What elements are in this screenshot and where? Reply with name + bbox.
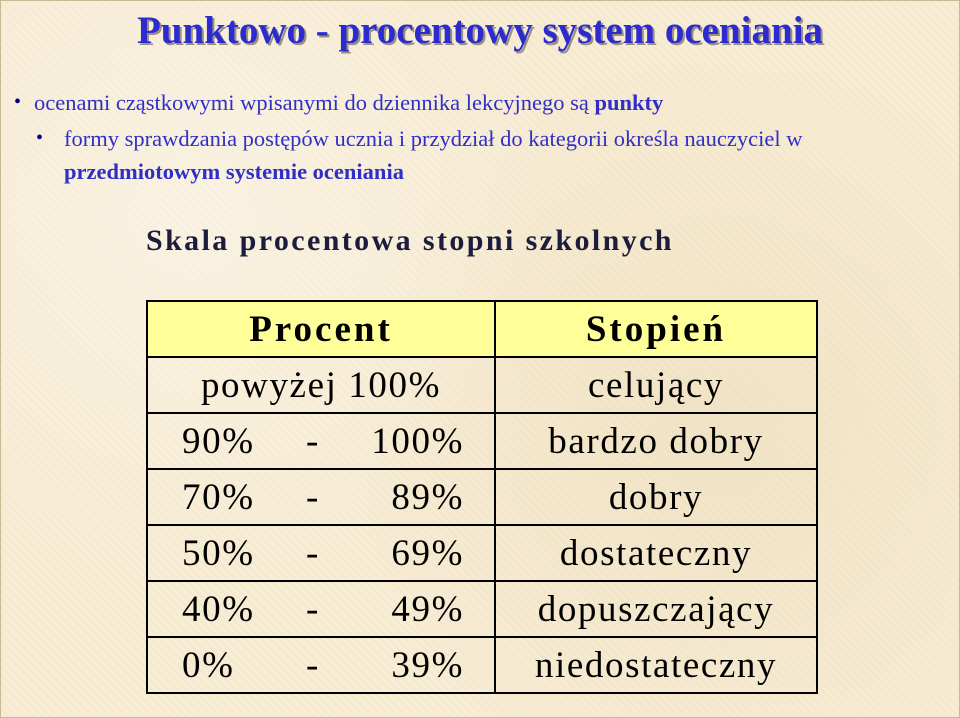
table-row xyxy=(147,469,817,525)
range-to: 39% xyxy=(391,644,464,686)
grade-scale-table xyxy=(146,300,818,694)
slide-title: Punktowo - procentowy system oceniania xyxy=(136,9,824,52)
range-from: 40% xyxy=(182,588,255,630)
scale-heading: Skala procentowa stopni szkolnych xyxy=(146,224,674,257)
grade-cell: dostateczny xyxy=(495,525,817,581)
range-to: 69% xyxy=(391,532,464,574)
table-row xyxy=(147,581,817,637)
range-from: 0% xyxy=(182,644,235,686)
table-header-row xyxy=(147,301,817,357)
range-dash: - xyxy=(306,420,320,462)
range-from: 50% xyxy=(182,532,255,574)
range-to: 100% xyxy=(371,420,464,462)
percent-cell xyxy=(147,469,495,525)
bullet-bold-text: przedmiotowym systemie oceniania xyxy=(64,159,404,184)
header-grade: Stopień xyxy=(495,301,817,357)
percent-cell xyxy=(147,413,495,469)
range-from: 90% xyxy=(182,420,255,462)
range-dash: - xyxy=(306,644,320,686)
grade-cell: bardzo dobry xyxy=(495,413,817,469)
percent-cell xyxy=(147,525,495,581)
range-dash: - xyxy=(306,476,320,518)
bullet-dot-icon: • xyxy=(14,91,22,113)
bullet-text: ocenami cząstkowymi wpisanymi do dziennika lekcyjnego są punkty xyxy=(34,90,664,115)
grade-cell: dopuszczający xyxy=(495,581,817,637)
table-row xyxy=(147,525,817,581)
grade-cell: niedostateczny xyxy=(495,637,817,693)
table-row xyxy=(147,637,817,693)
bullet-bold-text: punkty xyxy=(594,90,664,115)
percent-cell xyxy=(147,581,495,637)
table-row xyxy=(147,413,817,469)
table-row xyxy=(147,357,817,413)
range-to: 89% xyxy=(391,476,464,518)
percent-cell: powyżej 100% xyxy=(147,357,495,413)
range-dash: - xyxy=(306,532,320,574)
bullet-dot-icon: • xyxy=(36,127,44,149)
bullet-list xyxy=(14,86,944,188)
range-dash: - xyxy=(306,588,320,630)
grade-cell: dobry xyxy=(495,469,817,525)
bullet-text: formy sprawdzania postępów ucznia i przydział do kategorii określa nauczyciel w przedmiotowym systemie oceniania xyxy=(64,126,803,184)
bullet-item xyxy=(14,86,944,119)
percent-cell xyxy=(147,637,495,693)
bullet-item xyxy=(14,122,944,188)
range-to: 49% xyxy=(391,588,464,630)
grade-cell: celujący xyxy=(495,357,817,413)
header-percent: Procent xyxy=(147,301,495,357)
range-from: 70% xyxy=(182,476,255,518)
